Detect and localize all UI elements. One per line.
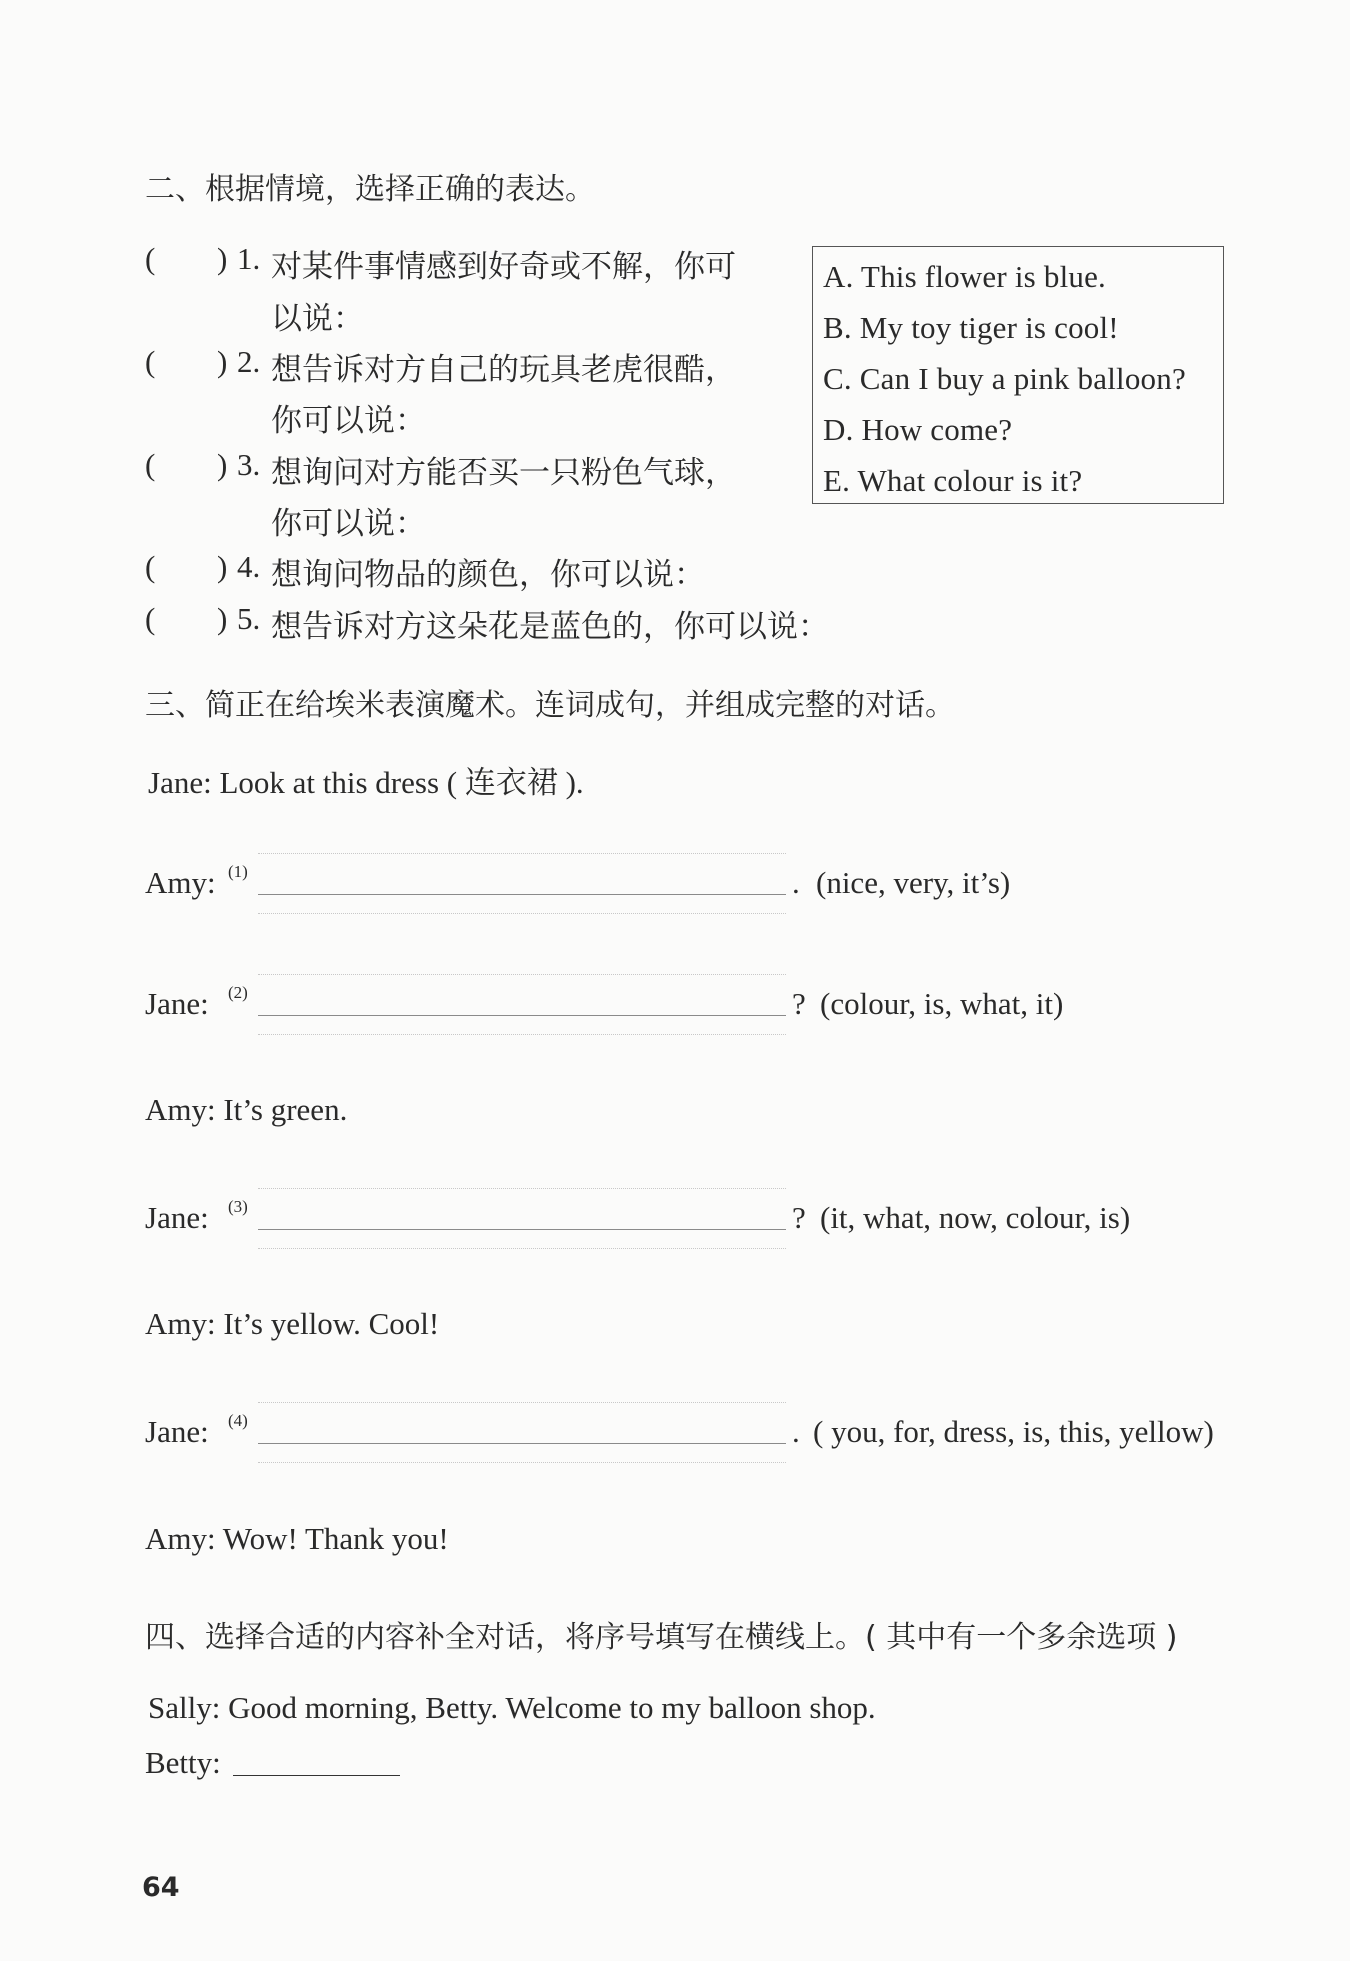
guide-line [258, 853, 786, 854]
answer-paren-close: ) [217, 601, 228, 636]
guide-line [258, 974, 786, 975]
dialogue-line: Betty: [145, 1745, 221, 1780]
option-a: A. This flower is blue. [823, 259, 1106, 294]
blank-number: (3) [228, 1197, 248, 1216]
option-b: B. My toy tiger is cool! [823, 310, 1119, 345]
question-number: 5. [237, 601, 261, 636]
answer-paren-open: ( [145, 447, 156, 482]
question-number: 1. [237, 241, 261, 276]
option-d: D. How come? [823, 412, 1013, 447]
question-text-continued: 你可以说： [271, 403, 426, 438]
dialogue-line: Amy: Wow! Thank you! [145, 1521, 449, 1556]
guide-line [258, 913, 786, 914]
dialogue-line: Amy: It’s green. [145, 1092, 348, 1127]
answer-paren-close: ) [217, 447, 228, 482]
question-text: 想告诉对方自己的玩具老虎很酷， [271, 352, 736, 387]
sentence-end: ? [792, 986, 806, 1021]
speaker-label: Amy: [145, 865, 216, 900]
option-c: C. Can I buy a pink balloon? [823, 361, 1186, 396]
dialogue-line: Sally: Good morning, Betty. Welcome to my balloon shop. [148, 1690, 876, 1725]
speaker-label: Jane: [145, 1200, 209, 1235]
answer-paren-open: ( [145, 601, 156, 636]
question-text-continued: 以说： [271, 301, 364, 336]
option-e: E. What colour is it? [823, 463, 1083, 498]
dialogue-line: Jane: Look at this dress ( 连衣裙 ). [148, 765, 584, 800]
question-text-continued: 你可以说： [271, 506, 426, 541]
dialogue-line: Amy: It’s yellow. Cool! [145, 1306, 440, 1341]
answer-paren-close: ) [217, 241, 228, 276]
guide-line [258, 1188, 786, 1189]
question-number: 4. [237, 549, 261, 584]
blank-number: (1) [228, 862, 248, 881]
blank-number: (2) [228, 983, 248, 1002]
guide-line [258, 1248, 786, 1249]
sentence-end: ? [792, 1200, 806, 1235]
word-hint: ( you, for, dress, is, this, yellow) [813, 1414, 1214, 1449]
answer-blank[interactable] [233, 1775, 400, 1776]
question-text: 想告诉对方这朵花是蓝色的，你可以说： [271, 609, 829, 644]
word-hint: (colour, is, what, it) [820, 986, 1064, 1021]
sentence-end: . [792, 865, 800, 900]
sentence-end: . [792, 1414, 800, 1449]
page-number: 64 [142, 1872, 180, 1903]
blank-number: (4) [228, 1411, 248, 1430]
answer-paren-open: ( [145, 241, 156, 276]
speaker-label: Jane: [145, 1414, 209, 1449]
answer-paren-open: ( [145, 344, 156, 379]
answer-blank[interactable] [258, 1229, 786, 1230]
options-box [812, 246, 1224, 504]
answer-blank[interactable] [258, 1015, 786, 1016]
answer-paren-open: ( [145, 549, 156, 584]
guide-line [258, 1402, 786, 1403]
guide-line [258, 1462, 786, 1463]
question-text: 对某件事情感到好奇或不解，你可 [271, 249, 736, 284]
question-text: 想询问对方能否买一只粉色气球， [271, 455, 736, 490]
question-text: 想询问物品的颜色，你可以说： [271, 557, 705, 592]
word-hint: (it, what, now, colour, is) [820, 1200, 1131, 1235]
section2-title: 二、根据情境，选择正确的表达。 [145, 172, 595, 207]
section4-title: 四、选择合适的内容补全对话，将序号填写在横线上。( 其中有一个多余选项 ) [145, 1620, 1178, 1655]
answer-blank[interactable] [258, 894, 786, 895]
guide-line [258, 1034, 786, 1035]
answer-blank[interactable] [258, 1443, 786, 1444]
speaker-label: Jane: [145, 986, 209, 1021]
section3-title: 三、简正在给埃米表演魔术。连词成句，并组成完整的对话。 [145, 688, 955, 723]
answer-paren-close: ) [217, 344, 228, 379]
question-number: 2. [237, 344, 261, 379]
question-number: 3. [237, 447, 261, 482]
answer-paren-close: ) [217, 549, 228, 584]
word-hint: (nice, very, it’s) [816, 865, 1011, 900]
